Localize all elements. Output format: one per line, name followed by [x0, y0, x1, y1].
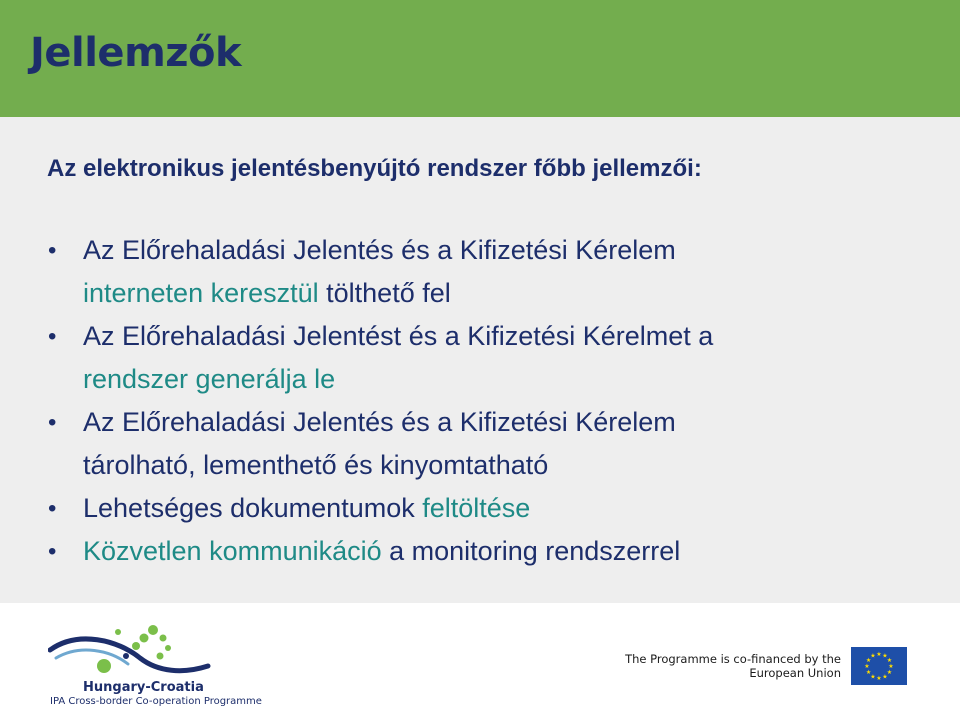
bullet-line: [83, 315, 713, 358]
cofinance-line-1: The Programme is co-financed by the: [625, 652, 841, 666]
eu-star-icon: ★: [882, 673, 888, 681]
content-area: [0, 117, 960, 603]
bullet-line: [83, 272, 713, 315]
eu-star-icon: ★: [886, 669, 893, 676]
bullet-line: [83, 358, 713, 401]
footer-brand-subtitle: IPA Cross-border Co-operation Programme: [50, 696, 262, 707]
bullet-text-segment: tölthető fel: [318, 278, 451, 308]
bullet-item: [0, 487, 713, 530]
bullet-dot-icon: •: [48, 323, 57, 350]
cofinance-statement: [625, 652, 841, 680]
footer-brand-name: Hungary-Croatia: [83, 680, 204, 695]
header-band: [0, 0, 960, 117]
bullet-text-segment: Az Előrehaladási Jelentés és a Kifizetési Kérelem: [83, 235, 676, 265]
bullet-line: [83, 487, 713, 530]
subtitle: Az elektronikus jelentésbenyújtó rendszer főbb jellemzői:: [47, 155, 702, 182]
bullet-line: [83, 444, 713, 487]
eu-star-icon: ★: [888, 663, 894, 670]
bullet-text-segment: rendszer generálja le: [83, 364, 336, 394]
bullet-dot-icon: •: [48, 538, 57, 565]
bullet-line: [83, 401, 713, 444]
eu-star-icon: ★: [865, 669, 872, 676]
eu-star-icon: ★: [864, 663, 870, 670]
eu-star-icon: ★: [870, 652, 876, 660]
bullet-item: [0, 401, 713, 487]
bullet-text-segment: feltöltése: [414, 493, 531, 523]
bullet-text-segment: Az Előrehaladási Jelentést és a Kifizetési Kérelmet a: [83, 321, 714, 351]
bullet-line: [83, 229, 713, 272]
eu-star-icon: ★: [882, 652, 888, 660]
bullet-text-segment: interneten keresztül: [83, 278, 319, 308]
bullet-text-segment: Lehetséges dokumentumok: [83, 493, 415, 523]
bullet-item: [0, 315, 713, 401]
bullet-dot-icon: •: [48, 495, 57, 522]
bullet-item: [0, 229, 713, 315]
eu-star-icon: ★: [870, 673, 876, 681]
eu-star-icon: ★: [876, 651, 882, 658]
bullet-text-segment: Az Előrehaladási Jelentés és a Kifizetési Kérelem: [83, 407, 676, 437]
bullet-text-segment: Közvetlen kommunikáció: [83, 536, 382, 566]
bullet-line: [83, 530, 713, 573]
slide-title: Jellemzők: [30, 30, 242, 76]
bullet-dot-icon: •: [48, 409, 57, 436]
bullet-list: [0, 229, 713, 573]
eu-star-icon: ★: [865, 657, 872, 664]
bullet-text-segment: tárolható, lementhető és kinyomtatható: [83, 450, 549, 480]
eu-star-icon: ★: [876, 675, 882, 682]
eu-star-icon: ★: [886, 657, 893, 664]
bullet-item: [0, 530, 713, 573]
bullet-text-segment: a monitoring rendszerrel: [381, 536, 681, 566]
cofinance-line-2: European Union: [749, 666, 841, 680]
eu-flag-icon: [851, 647, 907, 685]
bullet-dot-icon: •: [48, 237, 57, 264]
